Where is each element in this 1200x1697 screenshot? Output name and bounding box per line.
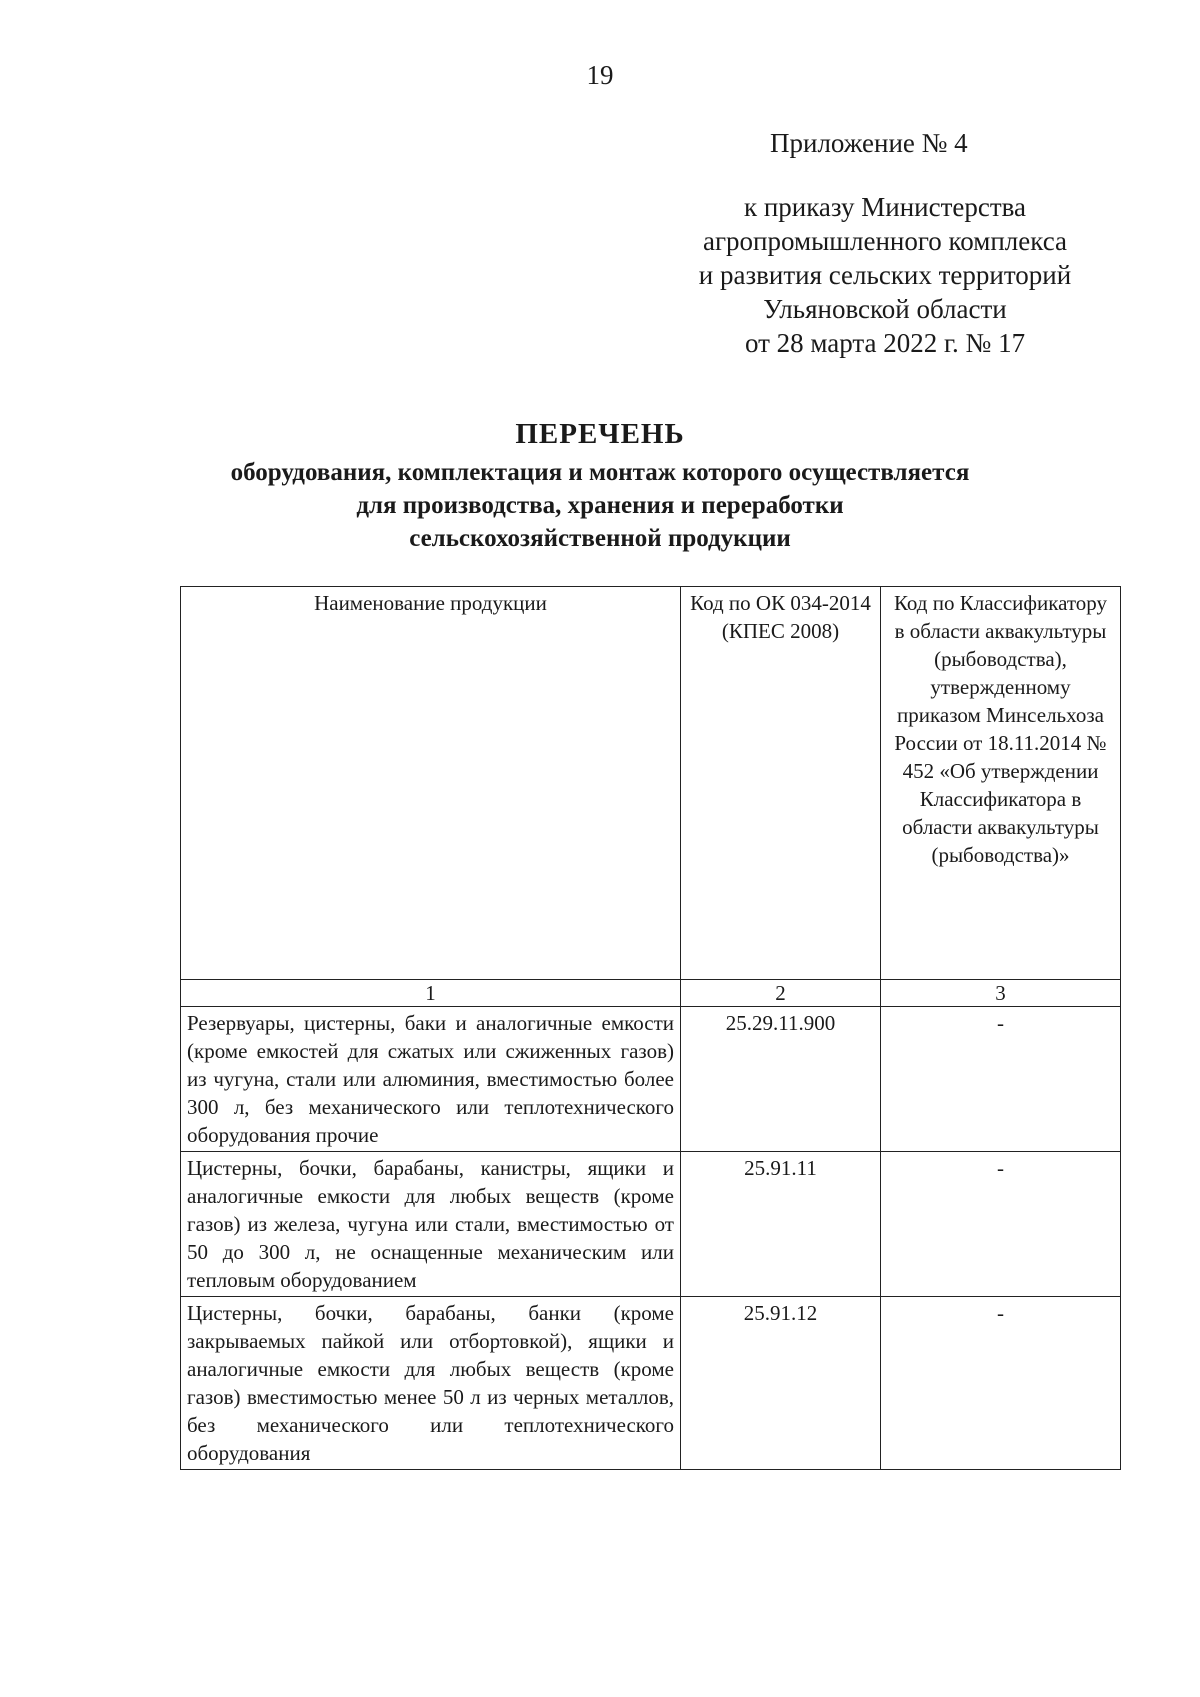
aquaculture-code: -	[881, 1297, 1121, 1470]
header-aquaculture-code: Код по Классификатору в области аквакультуры (рыбоводства), утвержденному приказом Минсельхоза России от 18.11.2014 № 452 «Об утверждении Классификатора в области аквакультуры (рыбоводства)»	[881, 587, 1121, 980]
aquaculture-code: -	[881, 1007, 1121, 1152]
column-number: 3	[881, 980, 1121, 1007]
appendix-line: от 28 марта 2022 г. № 17	[744, 328, 1026, 358]
subtitle-line: для производства, хранения и переработки	[356, 492, 844, 519]
column-number-row	[181, 980, 1121, 1007]
okpd-code: 25.29.11.900	[681, 1007, 881, 1152]
table-row	[181, 1297, 1121, 1470]
subtitle-line: оборудования, комплектация и монтаж которого осуществляется	[230, 459, 970, 486]
product-name: Цистерны, бочки, барабаны, канистры, ящики и аналогичные емкости для любых веществ (кроме газов) из железа, чугуна или стали, вместимостью от 50 до 300 л, не оснащенные механическим или тепловым оборудованием	[181, 1152, 681, 1297]
appendix-line: агропромышленного комплекса	[703, 226, 1067, 256]
page-number: 19	[586, 60, 614, 90]
appendix-reference	[655, 190, 1115, 360]
aquaculture-code: -	[881, 1152, 1121, 1297]
appendix-line: и развития сельских территорий	[698, 260, 1072, 290]
header-okpd-code: Код по ОК 034-2014 (КПЕС 2008)	[681, 587, 881, 980]
table-row	[181, 1152, 1121, 1297]
column-number: 1	[181, 980, 681, 1007]
table-header-row	[181, 587, 1121, 980]
okpd-code: 25.91.12	[681, 1297, 881, 1470]
appendix-line: Ульяновской области	[763, 294, 1007, 324]
header-product-name: Наименование продукции	[181, 587, 681, 980]
subtitle-line: сельскохозяйственной продукции	[409, 525, 791, 552]
appendix-line: к приказу Министерства	[743, 192, 1027, 222]
document-subtitle	[0, 456, 1200, 555]
okpd-code: 25.91.11	[681, 1152, 881, 1297]
equipment-table	[180, 586, 1121, 1470]
product-name: Цистерны, бочки, барабаны, банки (кроме закрываемых пайкой или отбортовкой), ящики и аналогичные емкости для любых веществ (кроме газов) вместимостью менее 50 л из черных металлов, без механического или теплотехнического оборудования	[181, 1297, 681, 1470]
appendix-title: Приложение № 4	[770, 128, 968, 158]
column-number: 2	[681, 980, 881, 1007]
table-row	[181, 1007, 1121, 1152]
document-title: ПЕРЕЧЕНЬ	[515, 418, 685, 450]
product-name: Резервуары, цистерны, баки и аналогичные емкости (кроме емкостей для сжатых или сжиженных газов) из чугуна, стали или алюминия, вместимостью более 300 л, без механического или теплотехнического оборудования прочие	[181, 1007, 681, 1152]
